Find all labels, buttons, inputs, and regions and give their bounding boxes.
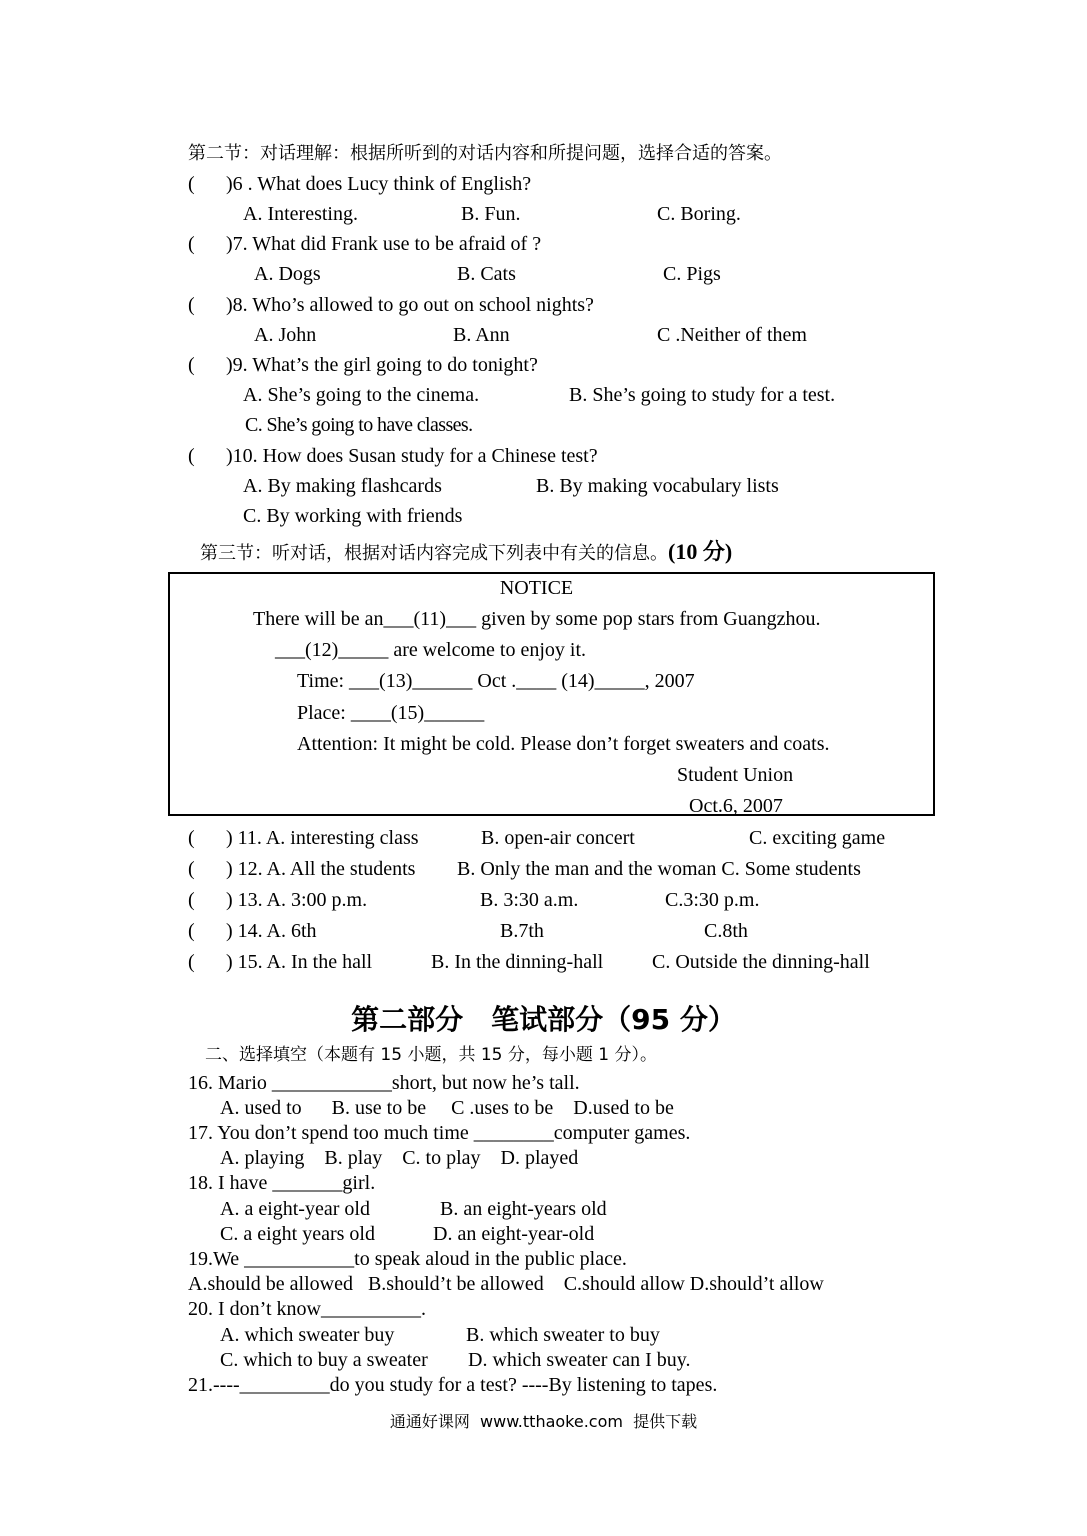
question-17: 17. You don’t spend too much time ________computer games. [188, 1122, 691, 1144]
q20-option-c: C. which to buy a sweater [220, 1349, 428, 1371]
q8-option-b: B. Ann [453, 324, 510, 346]
q10-option-b: B. By making vocabulary lists [536, 475, 779, 497]
section3-score: (10 分) [668, 539, 733, 564]
notice-line-1: There will be an___(11)___ given by some pop stars from Guangzhou. [253, 608, 821, 630]
q12-option-a: ) 12. A. All the students [226, 858, 416, 880]
page-footer: 通通好课网 www.tthaoke.com 提供下载 [389, 1412, 698, 1431]
answer-paren[interactable]: ( [188, 354, 195, 376]
notice-line-2: ___(12)_____ are welcome to enjoy it. [275, 639, 587, 661]
q20-option-a: A. which sweater buy [220, 1324, 395, 1346]
q15-option-b: B. In the dinning-hall [431, 951, 604, 973]
part2-instruction: 二、选择填空（本题有 15 小题，共 15 分，每小题 1 分）。 [205, 1045, 658, 1065]
answer-paren[interactable]: ( [188, 951, 195, 973]
answer-paren[interactable]: ( [188, 294, 195, 316]
q10-option-c: C. By working with friends [243, 505, 463, 527]
q16-options: A. used to B. use to be C .uses to be D.used to be [220, 1097, 674, 1119]
question-21: 21.----_________do you study for a test? ----By listening to tapes. [188, 1374, 718, 1396]
question-9: )9. What’s the girl going to do tonight? [226, 354, 538, 376]
question-6: )6 . What does Lucy think of English? [226, 173, 532, 195]
q11-option-b: B. open-air concert [481, 827, 635, 849]
question-8: )8. Who’s allowed to go out on school nights? [226, 294, 594, 316]
notice-attention: Attention: It might be cold. Please don’t forget sweaters and coats. [297, 733, 830, 755]
question-10: )10. How does Susan study for a Chinese test? [226, 445, 598, 467]
notice-signer: Student Union [677, 764, 794, 786]
q14-option-a: ) 14. A. 6th [226, 920, 317, 942]
notice-date: Oct.6, 2007 [689, 795, 783, 817]
section3-heading-row [200, 540, 732, 566]
answer-paren[interactable]: ( [188, 920, 195, 942]
q8-option-a: A. John [254, 324, 317, 346]
notice-title: NOTICE [499, 577, 574, 599]
q6-option-a: A. Interesting. [243, 203, 358, 225]
q20-option-d: D. which sweater can I buy. [468, 1349, 691, 1371]
question-19: 19.We ___________to speak aloud in the public place. [188, 1248, 627, 1270]
q13-option-a: ) 13. A. 3:00 p.m. [226, 889, 368, 911]
q14-option-c: C.8th [704, 920, 748, 942]
part2-title: 第二部分 笔试部分（95 分） [351, 1003, 736, 1036]
answer-paren[interactable]: ( [188, 889, 195, 911]
question-7: )7. What did Frank use to be afraid of ? [226, 233, 542, 255]
answer-paren[interactable]: ( [188, 233, 195, 255]
answer-paren[interactable]: ( [188, 858, 195, 880]
q7-option-b: B. Cats [457, 263, 516, 285]
q9-option-c: C. She’s going to have classes. [245, 414, 473, 436]
question-20: 20. I don’t know__________. [188, 1298, 426, 1320]
q9-option-a: A. She’s going to the cinema. [243, 384, 480, 406]
q18-option-c: C. a eight years old [220, 1223, 375, 1245]
q20-option-b: B. which sweater to buy [466, 1324, 660, 1346]
q9-option-b: B. She’s going to study for a test. [569, 384, 836, 406]
q6-option-c: C. Boring. [657, 203, 741, 225]
q11-option-a: ) 11. A. interesting class [226, 827, 419, 849]
section2-heading: 第二节：对话理解：根据所听到的对话内容和所提问题，选择合适的答案。 [188, 143, 782, 164]
answer-paren[interactable]: ( [188, 827, 195, 849]
q18-option-d: D. an eight-year-old [433, 1223, 595, 1245]
q13-option-c: C.3:30 p.m. [665, 889, 760, 911]
q18-option-b: B. an eight-years old [440, 1198, 607, 1220]
q6-option-b: B. Fun. [461, 203, 521, 225]
q7-option-c: C. Pigs [663, 263, 721, 285]
question-16: 16. Mario ____________short, but now he’s tall. [188, 1072, 580, 1094]
answer-paren[interactable]: ( [188, 445, 195, 467]
notice-time: Time: ___(13)______ Oct .____ (14)_____, 2007 [297, 670, 695, 692]
q8-option-c: C .Neither of them [657, 324, 807, 346]
answer-paren[interactable]: ( [188, 173, 195, 195]
q14-option-b: B.7th [500, 920, 544, 942]
q7-option-a: A. Dogs [254, 263, 321, 285]
q12-option-bc: B. Only the man and the woman C. Some students [457, 858, 861, 880]
q17-options: A. playing B. play C. to play D. played [220, 1147, 579, 1169]
q19-options: A.should be allowed B.should’t be allowed C.should allow D.should’t allow [188, 1273, 824, 1295]
q15-option-c: C. Outside the dinning-hall [652, 951, 870, 973]
q15-option-a: ) 15. A. In the hall [226, 951, 373, 973]
q11-option-c: C. exciting game [749, 827, 886, 849]
notice-place: Place: ____(15)______ [297, 702, 485, 724]
q13-option-b: B. 3:30 a.m. [480, 889, 579, 911]
q10-option-a: A. By making flashcards [243, 475, 442, 497]
section3-heading: 第三节：听对话，根据对话内容完成下列表中有关的信息。 [200, 543, 668, 564]
q18-option-a: A. a eight-year old [220, 1198, 370, 1220]
question-18: 18. I have _______girl. [188, 1172, 376, 1194]
